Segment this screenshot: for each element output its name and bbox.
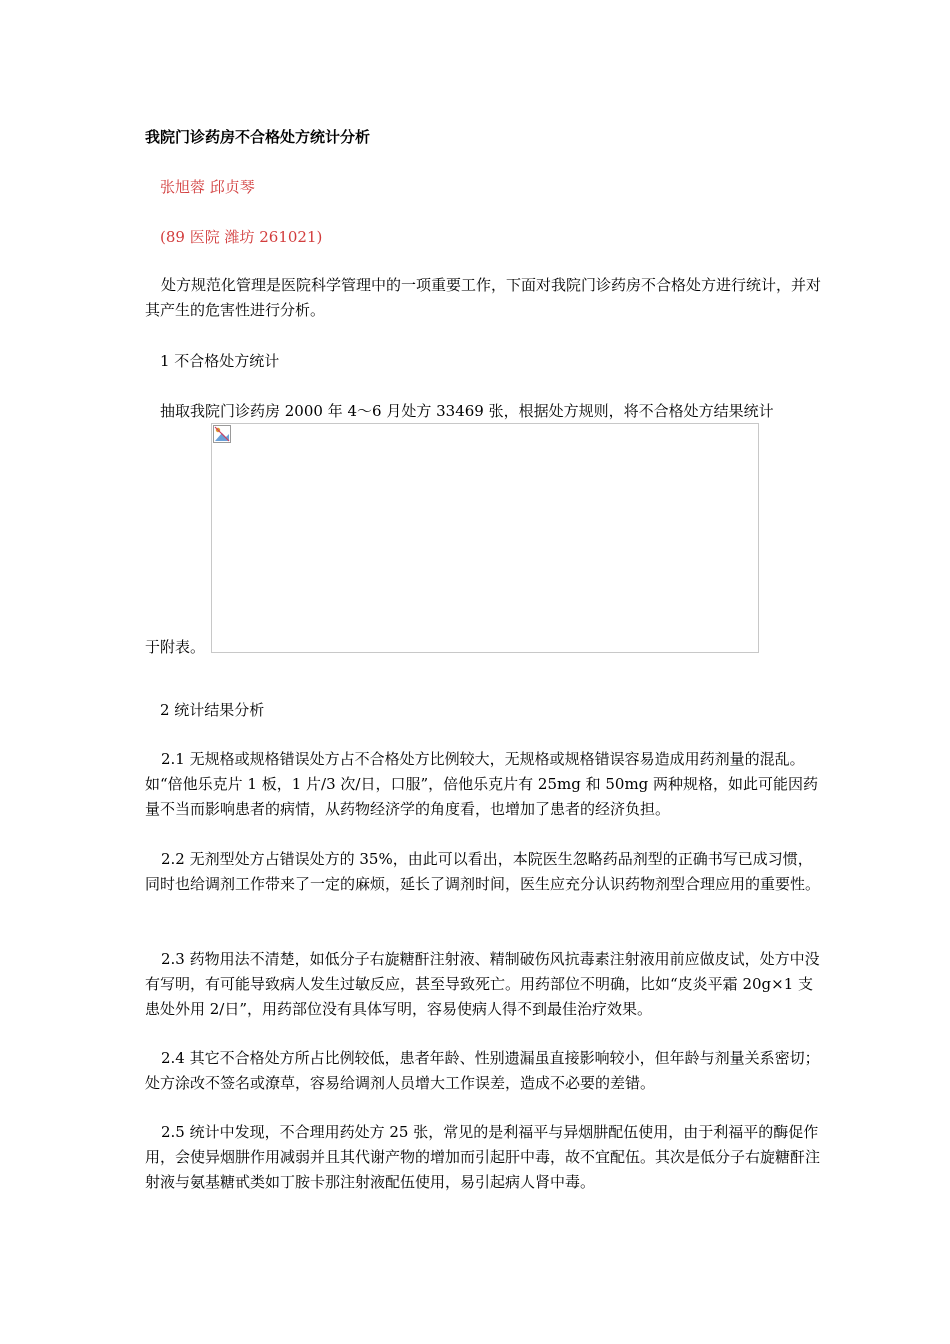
section-1-heading: 1 不合格处方统计 — [160, 352, 280, 370]
article-authors: 张旭蓉 邱贞琴 — [160, 178, 255, 196]
broken-image-icon — [213, 425, 231, 443]
paragraph-2-5: 2.5 统计中发现，不合理用药处方 25 张，常见的是利福平与异烟肼配伍使用，由于利福平的酶促作用，会使异烟肼作用减弱并且其代谢产物的增加而引起肝中毒，故不宜配伍。其次是低分子右旋糖酐注射液与氨基糖甙类如丁胺卡那注射液配伍使用，易引起病人肾中毒。 — [145, 1123, 821, 1191]
article-affiliation: (89 医院 潍坊 261021) — [160, 228, 323, 246]
section-2-heading: 2 统计结果分析 — [160, 701, 265, 719]
table-image-placeholder — [211, 423, 759, 653]
section-1-sample-text: 抽取我院门诊药房 2000 年 4～6 月处方 33469 张，根据处方规则，将不合格处方结果统计 — [160, 402, 774, 420]
article-title: 我院门诊药房不合格处方统计分析 — [145, 128, 371, 146]
paragraph-2-2: 2.2 无剂型处方占错误处方的 35%，由此可以看出，本院医生忽略药品剂型的正确书写已成习惯，同时也给调剂工作带来了一定的麻烦，延长了调剂时间，医生应充分认识药物剂型合理应用的重要性。 — [145, 850, 821, 893]
paragraph-2-4: 2.4 其它不合格处方所占比例较低，患者年龄、性别遗漏虽直接影响较小，但年龄与剂量关系密切；处方涂改不签名或潦草，容易给调剂人员增大工作误差，造成不必要的差错。 — [145, 1049, 820, 1092]
intro-paragraph: 处方规范化管理是医院科学管理中的一项重要工作，下面对我院门诊药房不合格处方进行统计，并对其产生的危害性进行分析。 — [145, 276, 822, 319]
section-1-tail-text: 于附表。 — [145, 638, 206, 656]
paragraph-2-3: 2.3 药物用法不清楚，如低分子右旋糖酐注射液、精制破伤风抗毒素注射液用前应做皮试，处方中没有写明，有可能导致病人发生过敏反应，甚至导致死亡。用药部位不明确，比如“皮炎平霜 20g×1 支患处外用 2/日”，用药部位没有具体写明，容易使病人得不到最佳治疗效果。 — [145, 950, 820, 1018]
paragraph-2-1: 2.1 无规格或规格错误处方占不合格处方比例较大，无规格或规格错误容易造成用药剂量的混乱。如“倍他乐克片 1 板，1 片/3 次/日，口服”，倍他乐克片有 25mg 和 50mg 两种规格，如此可能因药量不当而影响患者的病情，从药物经济学的角度看，也增加了患者的经济负担。 — [145, 750, 819, 818]
